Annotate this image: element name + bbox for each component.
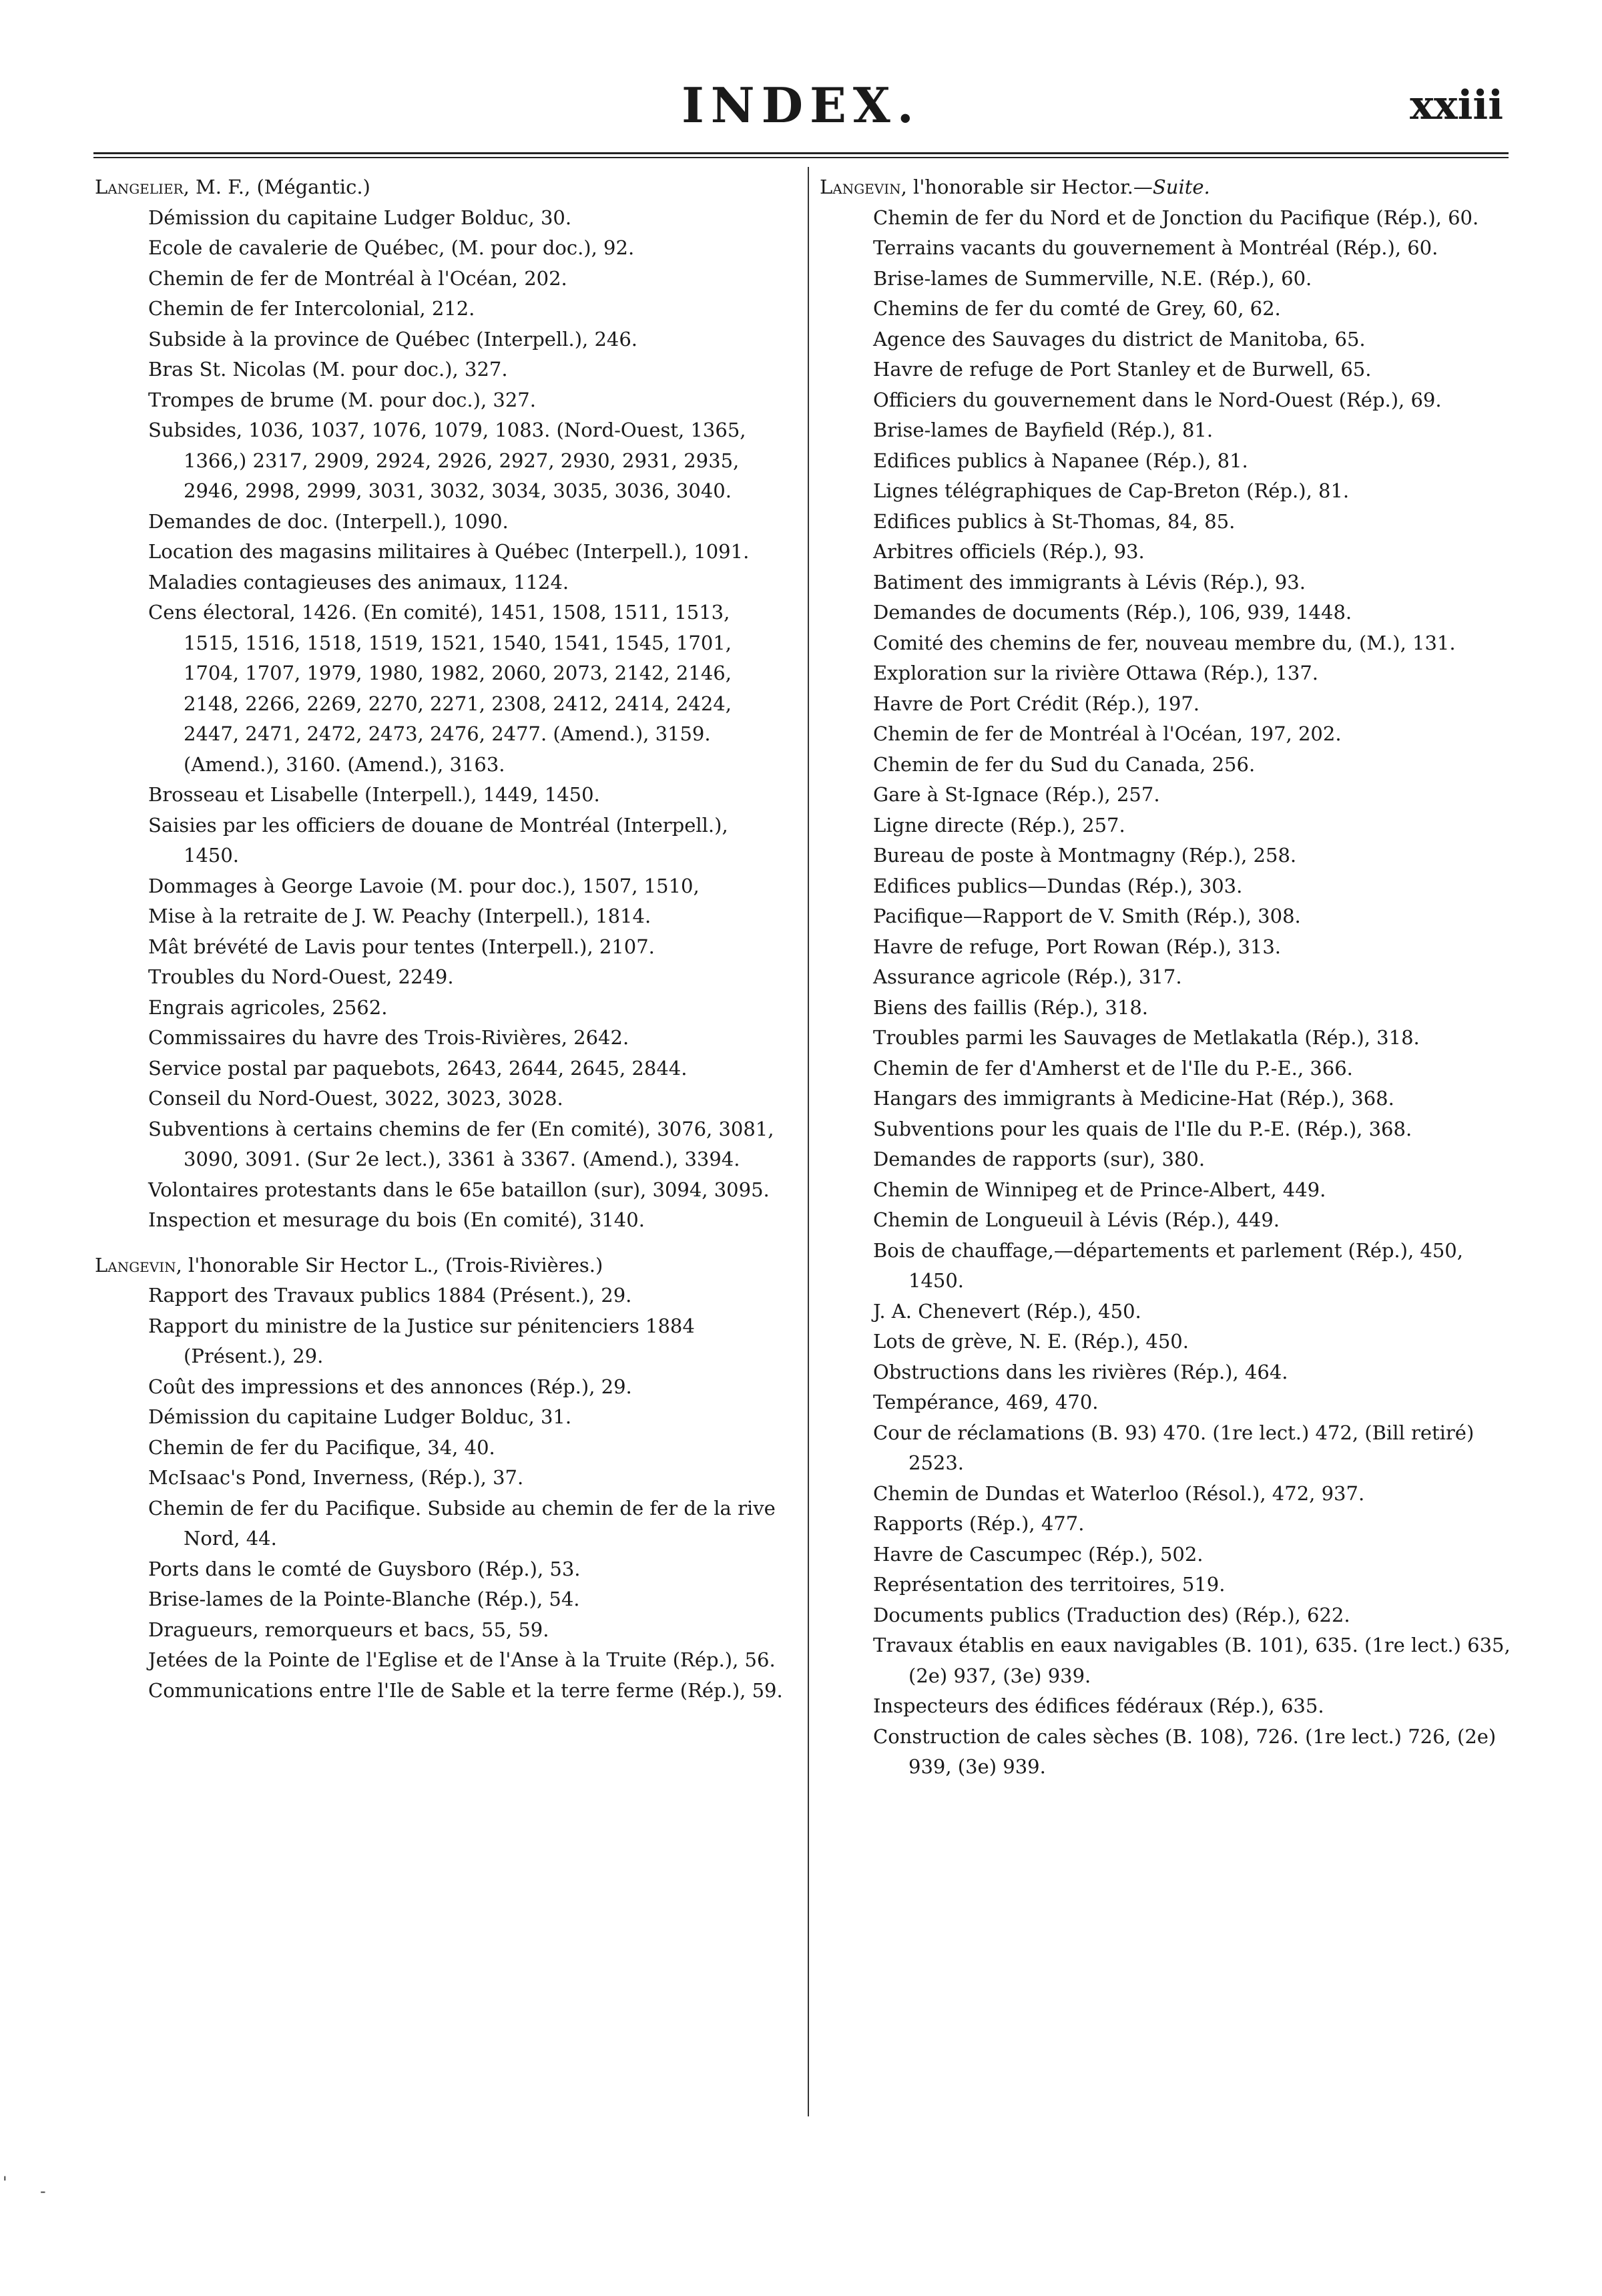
index-item: Communications entre l'Ile de Sable et la terre ferme (Rép.), 59.	[148, 1678, 783, 1702]
index-item: Subventions pour les quais de l'Ile du P.-E. (Rép.), 368.	[873, 1117, 1412, 1140]
index-item: McIsaac's Pond, Inverness, (Rép.), 37.	[148, 1466, 524, 1489]
index-item: Demandes de documents (Rép.), 106, 939, 1448.	[873, 601, 1352, 624]
entry-suite: Suite.	[1152, 176, 1210, 198]
index-item: Havre de refuge, Port Rowan (Rép.), 313.	[873, 935, 1281, 958]
index-item: Edifices publics à Napanee (Rép.), 81.	[873, 449, 1248, 472]
index-item: Volontaires protestants dans le 65e bataillon (sur), 3094, 3095.	[148, 1178, 770, 1201]
index-item: Gare à St-Ignace (Rép.), 257.	[873, 783, 1160, 806]
entry-descriptor: , l'honorable sir Hector.—	[900, 176, 1153, 198]
index-item: Documents publics (Traduction des) (Rép.), 622.	[873, 1603, 1350, 1626]
index-item: Bureau de poste à Montmagny (Rép.), 258.	[873, 844, 1297, 867]
index-entry	[95, 1250, 789, 1706]
index-item: Ecole de cavalerie de Québec, (M. pour doc.), 92.	[148, 236, 635, 259]
index-item: Assurance agricole (Rép.), 317.	[873, 965, 1182, 988]
index-item: Dommages à George Lavoie (M. pour doc.), 1507, 1510,	[148, 874, 700, 897]
index-item: Chemin de Longueuil à Lévis (Rép.), 449.	[873, 1208, 1280, 1231]
index-item: Ports dans le comté de Guysboro (Rép.), 53.	[148, 1557, 581, 1580]
index-entry	[95, 172, 789, 1236]
index-item: Agence des Sauvages du district de Manitoba, 65.	[873, 327, 1366, 351]
index-item: Inspecteurs des édifices fédéraux (Rép.), 635.	[873, 1694, 1324, 1717]
index-item: Chemin de fer de Montréal à l'Océan, 202.	[148, 266, 567, 290]
index-item: Troubles du Nord-Ouest, 2249.	[148, 965, 454, 988]
index-item: Inspection et mesurage du bois (En comité), 3140.	[148, 1208, 645, 1231]
index-item: J. A. Chenevert (Rép.), 450.	[873, 1299, 1141, 1323]
entry-descriptor: , l'honorable Sir Hector L., (Trois-Rivières.)	[176, 1253, 603, 1277]
entry-heading	[95, 1250, 789, 1281]
index-item: Rapports (Rép.), 477.	[873, 1512, 1085, 1535]
index-item: Chemin de fer Intercolonial, 212.	[148, 297, 475, 320]
index-item: Maladies contagieuses des animaux, 1124.	[148, 570, 569, 594]
index-item: Cens électoral, 1426. (En comité), 1451, 1508, 1511, 1513, 1515, 1516, 1518, 1519, 1521, 1540, 1541, 1545, 1701, 1704, 1707, 1979, 1980, 1982, 2060, 2073, 2142, 2146, 2148, 2266, 2269, 2270, 2271, 2308, 2412, 2414, 2424, 2447, 2471, 2472, 2473, 2476, 2477. (Amend.), 3159. (Amend.), 3160. (Amend.), 3163.	[148, 601, 732, 776]
page-title: INDEX.	[682, 77, 920, 134]
index-item: Cour de réclamations (B. 93) 470. (1re lect.) 472, (Bill retiré) 2523.	[873, 1421, 1475, 1474]
index-item: Officiers du gouvernement dans le Nord-Ouest (Rép.), 69.	[873, 388, 1442, 411]
index-item: Subside à la province de Québec (Interpell.), 246.	[148, 327, 638, 351]
index-item: Batiment des immigrants à Lévis (Rép.), 93.	[873, 570, 1306, 594]
index-item: Brosseau et Lisabelle (Interpell.), 1449, 1450.	[148, 783, 600, 806]
index-item: Chemin de fer de Montréal à l'Océan, 197, 202.	[873, 722, 1342, 745]
index-item: Comité des chemins de fer, nouveau membre du, (M.), 131.	[873, 631, 1456, 654]
index-item: Brise-lames de Summerville, N.E. (Rép.), 60.	[873, 266, 1312, 290]
entry-name: Langevin	[820, 176, 901, 198]
index-item: Jetées de la Pointe de l'Eglise et de l'Anse à la Truite (Rép.), 56.	[148, 1648, 776, 1671]
column-divider	[808, 167, 809, 2116]
index-item: Demandes de doc. (Interpell.), 1090.	[148, 509, 509, 533]
index-item: Demandes de rapports (sur), 380.	[873, 1148, 1206, 1170]
index-item: Biens des faillis (Rép.), 318.	[873, 995, 1148, 1019]
index-item: Tempérance, 469, 470.	[873, 1391, 1099, 1413]
index-item: Travaux établis en eaux navigables (B. 101), 635. (1re lect.) 635, (2e) 937, (3e) 939.	[873, 1634, 1511, 1687]
index-item: Chemin de Winnipeg et de Prince-Albert, 449.	[873, 1178, 1326, 1201]
page-number: xxiii	[1410, 82, 1503, 129]
index-item: Démission du capitaine Ludger Bolduc, 30.	[148, 206, 572, 229]
index-item: Troubles parmi les Sauvages de Metlakatla (Rép.), 318.	[873, 1026, 1420, 1049]
index-item: Représentation des territoires, 519.	[873, 1573, 1226, 1596]
entry-descriptor: , M. F., (Mégantic.)	[183, 176, 370, 198]
index-item: Chemin de fer du Nord et de Jonction du Pacifique (Rép.), 60.	[873, 206, 1479, 229]
index-item: Chemin de fer du Pacifique, 34, 40.	[148, 1435, 495, 1459]
index-item: Engrais agricoles, 2562.	[148, 995, 388, 1019]
index-item: Havre de refuge de Port Stanley et de Burwell, 65.	[873, 358, 1372, 381]
index-item: Arbitres officiels (Rép.), 93.	[873, 540, 1145, 563]
index-item: Trompes de brume (M. pour doc.), 327.	[148, 388, 536, 411]
index-item: Pacifique—Rapport de V. Smith (Rép.), 308.	[873, 905, 1301, 927]
index-item: Service postal par paquebots, 2643, 2644, 2645, 2844.	[148, 1056, 688, 1080]
entry-items	[820, 203, 1513, 1783]
index-item: Brise-lames de la Pointe-Blanche (Rép.), 54.	[148, 1588, 580, 1610]
index-item: Chemin de Dundas et Waterloo (Résol.), 472, 937.	[873, 1481, 1365, 1505]
index-item: Rapport des Travaux publics 1884 (Présent.), 29.	[148, 1284, 632, 1307]
margin-speck: '	[3, 2173, 7, 2192]
index-item: Havre de Cascumpec (Rép.), 502.	[873, 1542, 1204, 1566]
index-item: Mise à la retraite de J. W. Peachy (Interpell.), 1814.	[148, 905, 651, 927]
index-item: Bras St. Nicolas (M. pour doc.), 327.	[148, 358, 508, 381]
entry-items	[95, 1281, 789, 1706]
index-item: Démission du capitaine Ludger Bolduc, 31.	[148, 1405, 572, 1428]
index-item: Obstructions dans les rivières (Rép.), 464.	[873, 1360, 1288, 1383]
index-item: Lots de grève, N. E. (Rép.), 450.	[873, 1330, 1189, 1353]
index-item: Subsides, 1036, 1037, 1076, 1079, 1083. (Nord-Ouest, 1365, 1366,) 2317, 2909, 2924, 2926, 2927, 2930, 2931, 2935, 2946, 2998, 2999, 3031, 3032, 3034, 3035, 3036, 3040.	[148, 419, 746, 502]
index-item: Chemin de fer d'Amherst et de l'Ile du P.-E., 366.	[873, 1056, 1353, 1080]
index-item: Ligne directe (Rép.), 257.	[873, 813, 1125, 837]
index-item: Location des magasins militaires à Québec (Interpell.), 1091.	[148, 540, 750, 563]
index-item: Terrains vacants du gouvernement à Montréal (Rép.), 60.	[873, 236, 1438, 259]
index-item: Dragueurs, remorqueurs et bacs, 55, 59.	[148, 1618, 549, 1641]
index-item: Rapport du ministre de la Justice sur pénitenciers 1884 (Présent.), 29.	[148, 1314, 695, 1367]
index-item: Exploration sur la rivière Ottawa (Rép.), 137.	[873, 662, 1318, 684]
index-item: Construction de cales sèches (B. 108), 726. (1re lect.) 726, (2e) 939, (3e) 939.	[873, 1725, 1497, 1778]
index-item: Chemins de fer du comté de Grey, 60, 62.	[873, 297, 1281, 320]
entry-heading	[95, 172, 789, 203]
entry-name: Langevin	[95, 1253, 176, 1277]
index-item: Hangars des immigrants à Medicine-Hat (Rép.), 368.	[873, 1087, 1394, 1110]
index-entry	[820, 172, 1513, 1783]
index-item: Brise-lames de Bayfield (Rép.), 81.	[873, 419, 1214, 441]
index-item: Edifices publics—Dundas (Rép.), 303.	[873, 874, 1243, 897]
entry-heading	[820, 172, 1513, 203]
index-item: Chemin de fer du Sud du Canada, 256.	[873, 752, 1256, 776]
index-item: Edifices publics à St-Thomas, 84, 85.	[873, 509, 1236, 533]
entry-items	[95, 203, 789, 1236]
entry-name: Langelier	[95, 176, 184, 198]
index-item: Commissaires du havre des Trois-Rivières, 2642.	[148, 1026, 629, 1049]
index-item: Coût des impressions et des annonces (Rép.), 29.	[148, 1375, 632, 1398]
index-item: Mât brévété de Lavis pour tentes (Interpell.), 2107.	[148, 935, 655, 958]
left-column	[95, 172, 789, 1706]
index-item: Saisies par les officiers de douane de Montréal (Interpell.), 1450.	[148, 813, 728, 867]
right-column	[820, 172, 1513, 1783]
index-item: Lignes télégraphiques de Cap-Breton (Rép.), 81.	[873, 479, 1350, 502]
header-rule-secondary	[93, 157, 1509, 158]
index-item: Conseil du Nord-Ouest, 3022, 3023, 3028.	[148, 1087, 563, 1110]
index-item: Havre de Port Crédit (Rép.), 197.	[873, 692, 1200, 715]
header-rule	[93, 152, 1509, 154]
margin-speck: -	[40, 2182, 46, 2201]
index-item: Subventions à certains chemins de fer (En comité), 3076, 3081, 3090, 3091. (Sur 2e lect.), 3361 à 3367. (Amend.), 3394.	[148, 1117, 774, 1170]
index-item: Chemin de fer du Pacifique. Subside au chemin de fer de la rive Nord, 44.	[148, 1496, 776, 1550]
index-item: Bois de chauffage,—départements et parlement (Rép.), 450, 1450.	[873, 1238, 1463, 1292]
